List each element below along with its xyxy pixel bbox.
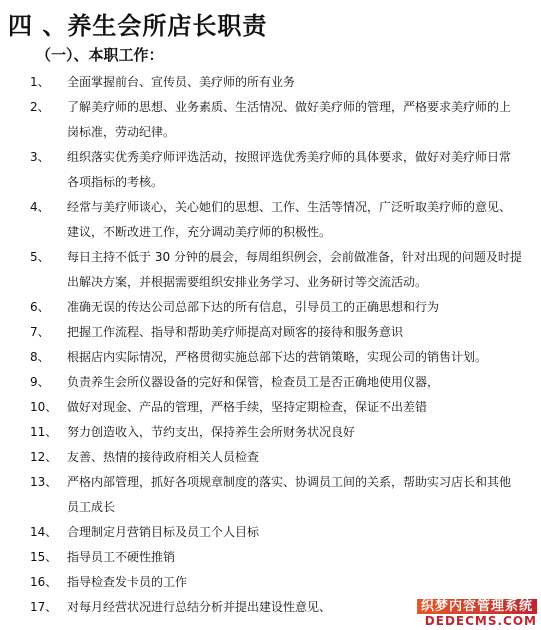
list-item-number: 12、 bbox=[30, 450, 58, 464]
list-item-number: 7、 bbox=[30, 325, 50, 339]
list-item bbox=[0, 445, 541, 470]
list-item-text: 准确无误的传达公司总部下达的所有信息，引导员工的正确思想和行为 bbox=[67, 300, 440, 314]
list-item-text: 每日主持不低于 30 分钟的晨会，每周组织例会，会前做准备，针对出现的问题及时提出解决方案，并根据需要组织安排业务学习、业务研讨等交流活动。 bbox=[67, 250, 522, 289]
list-item-number: 15、 bbox=[30, 550, 58, 564]
list-item-text: 把握工作流程、指导和帮助美疗师提高对顾客的接待和服务意识 bbox=[67, 325, 404, 339]
list-item-number: 9、 bbox=[30, 375, 50, 389]
duty-list bbox=[0, 70, 541, 620]
list-item bbox=[0, 520, 541, 545]
list-item-number: 8、 bbox=[30, 350, 50, 364]
list-item-number: 10、 bbox=[30, 400, 58, 414]
list-item bbox=[0, 245, 541, 295]
list-item-text: 负责养生会所仪器设备的完好和保管，检查员工是否正确地使用仪器， bbox=[67, 375, 440, 389]
list-item bbox=[0, 70, 541, 95]
list-item-number: 16、 bbox=[30, 575, 58, 589]
list-item bbox=[0, 295, 541, 320]
list-item-text: 指导检查发卡员的工作 bbox=[67, 575, 188, 589]
list-item-text: 了解美疗师的思想、业务素质、生活情况、做好美疗师的管理，严格要求美疗师的上岗标准，劳动纪律。 bbox=[67, 100, 512, 139]
list-item bbox=[0, 395, 541, 420]
list-item-text: 友善、热情的接待政府相关人员检查 bbox=[67, 450, 260, 464]
list-item-text: 根据店内实际情况，严格贯彻实施总部下达的营销策略，实现公司的销售计划。 bbox=[67, 350, 488, 364]
list-item-number: 3、 bbox=[30, 150, 50, 164]
list-item-number: 13、 bbox=[30, 475, 58, 489]
list-item bbox=[0, 195, 541, 245]
document-title: 四 、养生会所店长职责 bbox=[8, 12, 268, 40]
list-item-text: 对每月经营状况进行总结分析并提出建设性意见、 bbox=[67, 600, 332, 614]
list-item-number: 11、 bbox=[30, 425, 58, 439]
watermark-line2: DEDECMS.COM bbox=[424, 614, 537, 628]
list-item bbox=[0, 420, 541, 445]
list-item-number: 2、 bbox=[30, 100, 50, 114]
list-item bbox=[0, 370, 541, 395]
list-item-text: 全面掌握前台、宣传员、美疗师的所有业务 bbox=[67, 75, 296, 89]
list-item-text: 经常与美疗师谈心，关心她们的思想、工作、生活等情况，广泛听取美疗师的意见、建议，不断改进工作，充分调动美疗师的积极性。 bbox=[67, 200, 512, 239]
section-heading: （一）、本职工作： bbox=[36, 46, 164, 64]
list-item-text: 合理制定月营销目标及员工个人目标 bbox=[67, 525, 260, 539]
list-item-number: 5、 bbox=[30, 250, 50, 264]
list-item-number: 1、 bbox=[30, 75, 50, 89]
list-item-text: 组织落实优秀美疗师评选活动，按照评选优秀美疗师的具体要求，做好对美疗师日常各项指标的考核。 bbox=[67, 150, 512, 189]
list-item-text: 努力创造收入，节约支出，保持养生会所财务状况良好 bbox=[67, 425, 356, 439]
list-item bbox=[0, 345, 541, 370]
list-item-number: 4、 bbox=[30, 200, 50, 214]
list-item-text: 严格内部管理，抓好各项规章制度的落实、协调员工间的关系，帮助实习店长和其他员工成长 bbox=[67, 475, 512, 514]
list-item-number: 14、 bbox=[30, 525, 58, 539]
list-item-number: 17、 bbox=[30, 600, 58, 614]
list-item bbox=[0, 545, 541, 570]
list-item bbox=[0, 470, 541, 520]
list-item bbox=[0, 570, 541, 595]
list-item bbox=[0, 320, 541, 345]
list-item bbox=[0, 95, 541, 145]
list-item bbox=[0, 145, 541, 195]
watermark-line1: 织梦内容管理系统 bbox=[417, 599, 537, 614]
list-item-number: 6、 bbox=[30, 300, 50, 314]
watermark-logo bbox=[417, 599, 537, 628]
list-item-text: 做好对现金、产品的管理，严格手续，坚持定期检查，保证不出差错 bbox=[67, 400, 428, 414]
list-item-text: 指导员工不硬性推销 bbox=[67, 550, 176, 564]
